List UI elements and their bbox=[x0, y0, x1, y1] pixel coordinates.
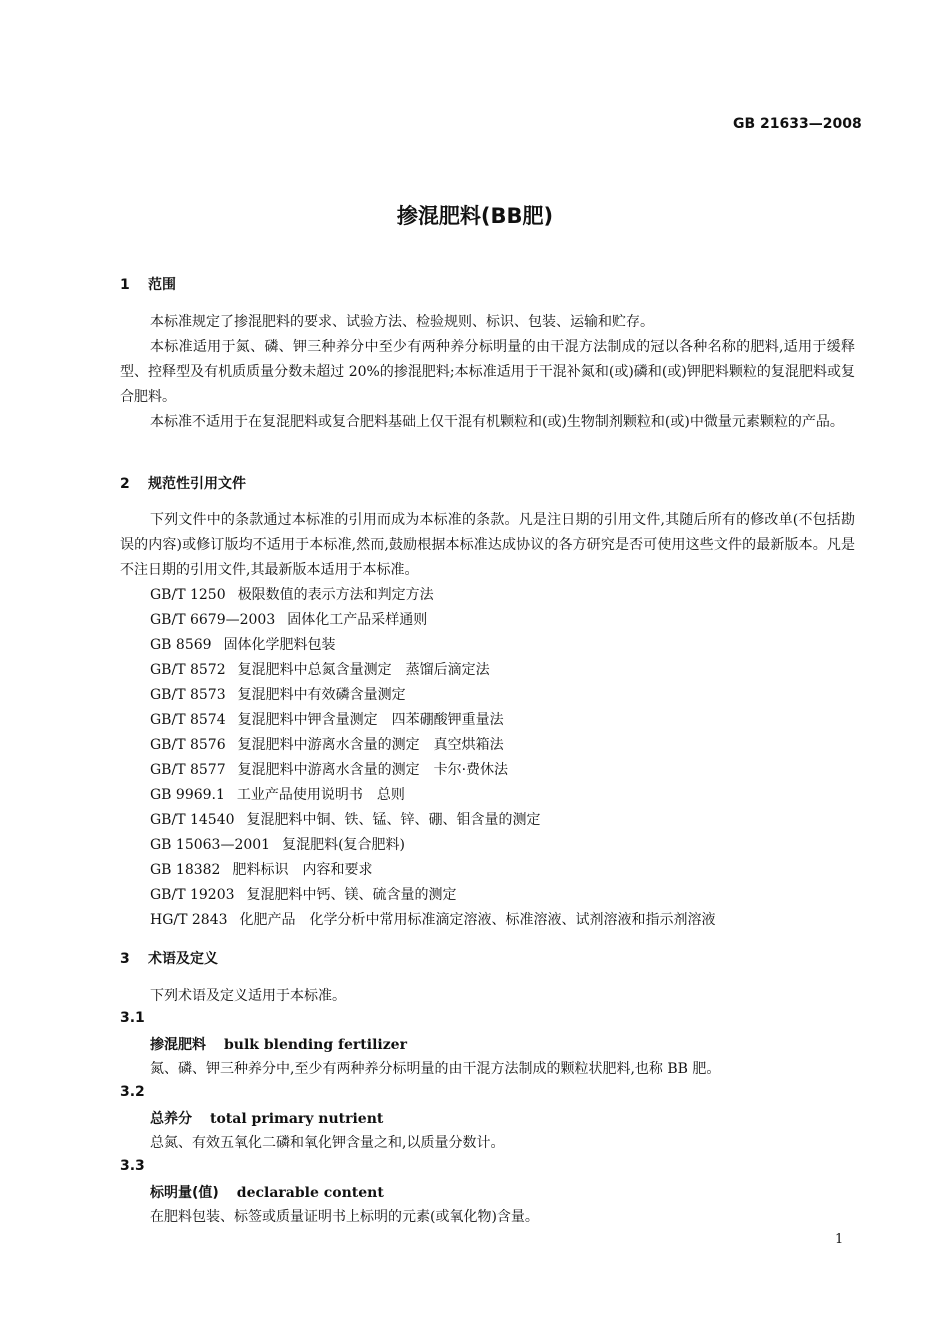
term-english: bulk blending fertilizer bbox=[224, 1037, 407, 1053]
reference-code: GB/T 8577 bbox=[150, 762, 226, 778]
reference-item bbox=[150, 734, 504, 754]
reference-title: 复混肥料中游离水含量的测定 真空烘箱法 bbox=[237, 737, 504, 753]
term-heading bbox=[150, 1108, 383, 1128]
reference-code: GB/T 8573 bbox=[150, 687, 226, 703]
term-definition: 在肥料包装、标签或质量证明书上标明的元素(或氧化物)含量。 bbox=[150, 1209, 539, 1225]
reference-item bbox=[150, 909, 716, 929]
section-number: 2 bbox=[120, 476, 130, 492]
section-title: 规范性引用文件 bbox=[148, 476, 246, 492]
reference-item bbox=[150, 809, 541, 829]
reference-title: 固体化工产品采样通则 bbox=[287, 612, 428, 628]
term-number: 3.3 bbox=[120, 1158, 145, 1174]
reference-title: 化肥产品 化学分析中常用标准滴定溶液、标准溶液、试剂溶液和指示剂溶液 bbox=[239, 912, 716, 928]
standard-code: GB 21633—2008 bbox=[733, 116, 862, 132]
term-number: 3.2 bbox=[120, 1084, 145, 1100]
reference-code: GB 15063—2001 bbox=[150, 837, 271, 853]
reference-code: GB 8569 bbox=[150, 637, 212, 653]
section-heading-terms bbox=[120, 948, 218, 968]
term-definition: 氮、磷、钾三种养分中,至少有两种养分标明量的由干混方法制成的颗粒状肥料,也称 BB 肥。 bbox=[150, 1061, 721, 1077]
section-heading-scope bbox=[120, 274, 176, 294]
reference-item bbox=[150, 684, 406, 704]
reference-code: GB 9969.1 bbox=[150, 787, 225, 803]
page-number: 1 bbox=[835, 1232, 844, 1247]
reference-item bbox=[150, 859, 372, 879]
reference-title: 复混肥料中钾含量测定 四苯硼酸钾重量法 bbox=[237, 712, 504, 728]
reference-item bbox=[150, 834, 405, 854]
term-heading bbox=[150, 1034, 407, 1054]
reference-title: 复混肥料中总氮含量测定 蒸馏后滴定法 bbox=[237, 662, 490, 678]
reference-code: HG/T 2843 bbox=[150, 912, 228, 928]
reference-code: GB/T 6679—2003 bbox=[150, 612, 276, 628]
terms-intro: 下列术语及定义适用于本标准。 bbox=[150, 988, 346, 1004]
reference-title: 复混肥料中有效磷含量测定 bbox=[237, 687, 406, 703]
reference-item bbox=[150, 759, 508, 779]
reference-title: 肥料标识 内容和要求 bbox=[232, 862, 373, 878]
reference-code: GB/T 8572 bbox=[150, 662, 226, 678]
reference-item bbox=[150, 609, 427, 629]
term-english: declarable content bbox=[236, 1185, 384, 1201]
reference-code: GB 18382 bbox=[150, 862, 221, 878]
section-number: 1 bbox=[120, 277, 130, 293]
reference-item bbox=[150, 659, 490, 679]
reference-title: 复混肥料中铜、铁、锰、锌、硼、钼含量的测定 bbox=[246, 812, 541, 828]
section-title: 术语及定义 bbox=[148, 951, 218, 967]
reference-title: 复混肥料(复合肥料) bbox=[282, 837, 406, 853]
scope-paragraph: 本标准规定了掺混肥料的要求、试验方法、检验规则、标识、包装、运输和贮存。 bbox=[150, 314, 654, 330]
reference-title: 复混肥料中钙、镁、硫含量的测定 bbox=[246, 887, 457, 903]
scope-paragraph: 本标准适用于氮、磷、钾三种养分中至少有两种养分标明量的由干混方法制成的冠以各种名称的肥料,适用于缓释型、控释型及有机质质量分数未超过 20%的掺混肥料;本标准适用于干混补氮和(或)磷和(或)钾肥料颗粒的复混肥料或复合肥料。 bbox=[120, 339, 855, 405]
term-chinese: 标明量(值) bbox=[150, 1185, 219, 1201]
reference-title: 工业产品使用说明书 总则 bbox=[236, 787, 405, 803]
document-title: 掺混肥料(BB肥) bbox=[396, 204, 554, 228]
reference-code: GB/T 8574 bbox=[150, 712, 226, 728]
reference-title: 极限数值的表示方法和判定方法 bbox=[237, 587, 434, 603]
term-english: total primary nutrient bbox=[210, 1111, 384, 1127]
reference-item bbox=[150, 884, 457, 904]
section-title: 范围 bbox=[148, 277, 176, 293]
reference-code: GB/T 8576 bbox=[150, 737, 226, 753]
reference-item bbox=[150, 784, 405, 804]
term-chinese: 掺混肥料 bbox=[150, 1037, 206, 1053]
reference-item bbox=[150, 584, 434, 604]
section-heading-normative-references bbox=[120, 473, 246, 493]
references-intro: 下列文件中的条款通过本标准的引用而成为本标准的条款。凡是注日期的引用文件,其随后所有的修改单(不包括勘误的内容)或修订版均不适用于本标准,然而,鼓励根据本标准达成协议的各方研究是否可使用这些文件的最新版本。凡是不注日期的引用文件,其最新版本适用于本标准。 bbox=[120, 512, 855, 578]
reference-title: 固体化学肥料包装 bbox=[223, 637, 336, 653]
reference-code: GB/T 1250 bbox=[150, 587, 226, 603]
section-number: 3 bbox=[120, 951, 130, 967]
reference-item bbox=[150, 634, 336, 654]
term-chinese: 总养分 bbox=[150, 1111, 192, 1127]
scope-paragraph: 本标准不适用于在复混肥料或复合肥料基础上仅干混有机颗粒和(或)生物制剂颗粒和(或)中微量元素颗粒的产品。 bbox=[150, 414, 844, 430]
reference-item bbox=[150, 709, 504, 729]
term-definition: 总氮、有效五氧化二磷和氧化钾含量之和,以质量分数计。 bbox=[150, 1135, 505, 1151]
reference-title: 复混肥料中游离水含量的测定 卡尔·费休法 bbox=[237, 762, 509, 778]
term-number: 3.1 bbox=[120, 1010, 145, 1026]
reference-code: GB/T 19203 bbox=[150, 887, 235, 903]
reference-code: GB/T 14540 bbox=[150, 812, 235, 828]
term-heading bbox=[150, 1182, 384, 1202]
